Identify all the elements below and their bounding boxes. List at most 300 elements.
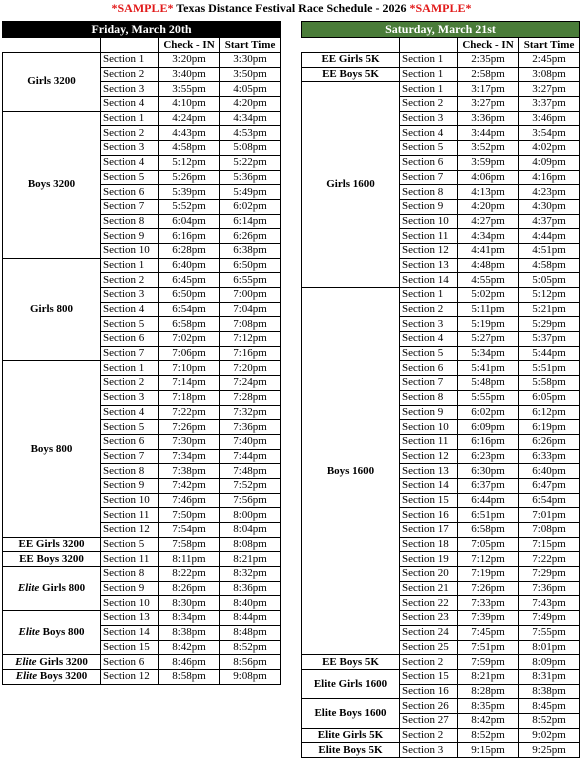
table-row <box>302 288 580 303</box>
section-cell: Section 1 <box>400 67 458 82</box>
start-time: 7:20pm <box>220 361 281 376</box>
event-name <box>302 288 400 655</box>
table-row <box>302 669 580 684</box>
section-cell: Section 12 <box>400 449 458 464</box>
check-in-time: 5:27pm <box>458 332 519 347</box>
check-in-time: 3:17pm <box>458 82 519 97</box>
check-in-time: 7:59pm <box>458 655 519 670</box>
section-cell: Section 10 <box>400 420 458 435</box>
day-header: Friday, March 20th <box>3 22 281 38</box>
check-in-time: 7:26pm <box>159 420 220 435</box>
start-time: 4:16pm <box>519 170 580 185</box>
event-name <box>3 111 101 258</box>
table-row <box>3 567 281 582</box>
check-in-time: 7:02pm <box>159 332 220 347</box>
section-cell: Section 17 <box>400 523 458 538</box>
start-time: 8:48pm <box>220 625 281 640</box>
start-time: 6:33pm <box>519 449 580 464</box>
check-in-time: 4:58pm <box>159 141 220 156</box>
elite-label: Elite <box>15 670 38 683</box>
start-time: 7:15pm <box>519 537 580 552</box>
section-cell: Section 19 <box>400 552 458 567</box>
table-row <box>302 82 580 97</box>
check-in-time: 8:28pm <box>458 684 519 699</box>
start-time: 7:36pm <box>519 581 580 596</box>
start-time: 7:43pm <box>519 596 580 611</box>
check-in-time: 6:04pm <box>159 214 220 229</box>
check-in-time: 8:35pm <box>458 699 519 714</box>
section-cell: Section 5 <box>101 317 159 332</box>
check-in-time: 4:41pm <box>458 243 519 258</box>
start-time: 6:40pm <box>519 464 580 479</box>
check-in-time: 4:06pm <box>458 170 519 185</box>
section-cell: Section 7 <box>101 199 159 214</box>
check-in-time: 5:11pm <box>458 302 519 317</box>
section-cell: Section 16 <box>400 684 458 699</box>
start-time: 6:05pm <box>519 390 580 405</box>
start-time: 8:56pm <box>220 655 281 670</box>
event-name-text: EE Boys 5K <box>322 655 379 668</box>
start-time: 6:26pm <box>220 229 281 244</box>
check-in-time: 5:41pm <box>458 361 519 376</box>
event-name-text: EE Girls 3200 <box>18 538 85 551</box>
section-cell: Section 8 <box>101 567 159 582</box>
check-in-time: 8:34pm <box>159 611 220 626</box>
check-in-time: 3:52pm <box>458 141 519 156</box>
check-in-time: 3:55pm <box>159 82 220 97</box>
start-time: 9:08pm <box>220 669 281 684</box>
check-in-time: 7:39pm <box>458 611 519 626</box>
check-in-time: 8:46pm <box>159 655 220 670</box>
section-cell: Section 22 <box>400 596 458 611</box>
section-cell: Section 5 <box>101 170 159 185</box>
event-name <box>302 655 400 670</box>
section-cell: Section 11 <box>400 434 458 449</box>
start-time: 4:09pm <box>519 155 580 170</box>
event-name-text: Boys 800 <box>39 626 85 639</box>
check-in-time: 5:19pm <box>458 317 519 332</box>
check-in-time: 6:58pm <box>159 317 220 332</box>
table-row <box>302 53 580 68</box>
table-row <box>302 655 580 670</box>
start-time: 6:26pm <box>519 434 580 449</box>
start-time: 4:23pm <box>519 185 580 200</box>
start-time: 3:30pm <box>220 53 281 68</box>
section-cell: Section 23 <box>400 611 458 626</box>
section-cell: Section 4 <box>101 405 159 420</box>
section-cell: Section 13 <box>400 258 458 273</box>
section-cell: Section 2 <box>101 376 159 391</box>
section-cell: Section 11 <box>101 552 159 567</box>
start-time: 6:02pm <box>220 199 281 214</box>
check-in-time: 8:52pm <box>458 728 519 743</box>
start-time: 5:05pm <box>519 273 580 288</box>
start-time: 4:30pm <box>519 199 580 214</box>
section-cell: Section 10 <box>101 493 159 508</box>
table-row <box>3 537 281 552</box>
check-in-time: 8:30pm <box>159 596 220 611</box>
check-in-time: 7:06pm <box>159 346 220 361</box>
start-time: 8:31pm <box>519 669 580 684</box>
start-time: 6:12pm <box>519 405 580 420</box>
section-cell: Section 12 <box>400 243 458 258</box>
check-in-time: 6:16pm <box>159 229 220 244</box>
start-time: 8:44pm <box>220 611 281 626</box>
check-in-time: 9:15pm <box>458 743 519 758</box>
table-row <box>3 258 281 273</box>
start-time: 7:28pm <box>220 390 281 405</box>
section-cell: Section 24 <box>400 625 458 640</box>
section-cell: Section 14 <box>400 478 458 493</box>
event-name-text: Boys 800 <box>30 442 73 455</box>
section-cell: Section 6 <box>101 185 159 200</box>
check-in-time: 3:44pm <box>458 126 519 141</box>
check-in-time: 6:54pm <box>159 302 220 317</box>
check-in-time: 3:59pm <box>458 155 519 170</box>
section-cell: Section 1 <box>101 53 159 68</box>
check-in-time: 7:51pm <box>458 640 519 655</box>
start-time: 8:08pm <box>220 537 281 552</box>
check-in-time: 6:23pm <box>458 449 519 464</box>
start-time: 7:16pm <box>220 346 281 361</box>
section-cell: Section 15 <box>400 493 458 508</box>
start-time: 7:55pm <box>519 625 580 640</box>
start-time: 8:09pm <box>519 655 580 670</box>
event-name-text: Boys 1600 <box>326 464 375 477</box>
section-cell: Section 5 <box>400 141 458 156</box>
section-cell: Section 9 <box>400 405 458 420</box>
event-name <box>302 67 400 82</box>
check-in-time: 2:35pm <box>458 53 519 68</box>
start-time: 7:24pm <box>220 376 281 391</box>
section-cell: Section 6 <box>101 655 159 670</box>
check-in-time: 8:21pm <box>458 669 519 684</box>
section-cell: Section 3 <box>400 743 458 758</box>
start-time: 5:36pm <box>220 170 281 185</box>
check-in-time: 7:42pm <box>159 478 220 493</box>
start-time: 5:08pm <box>220 141 281 156</box>
event-name-text: Girls 800 <box>29 303 74 316</box>
table-row <box>3 655 281 670</box>
section-cell: Section 9 <box>101 229 159 244</box>
section-cell: Section 4 <box>400 332 458 347</box>
check-in-time: 3:20pm <box>159 53 220 68</box>
check-in-time: 5:26pm <box>159 170 220 185</box>
check-in-time: 8:11pm <box>159 552 220 567</box>
section-cell: Section 5 <box>101 420 159 435</box>
section-cell: Section 18 <box>400 537 458 552</box>
start-time: 5:37pm <box>519 332 580 347</box>
start-time: 8:52pm <box>519 713 580 728</box>
table-row <box>302 699 580 714</box>
check-in-time: 4:24pm <box>159 111 220 126</box>
section-cell: Section 20 <box>400 567 458 582</box>
start-time: 3:46pm <box>519 111 580 126</box>
title-text: Texas Distance Festival Race Schedule - 2026 <box>173 1 410 15</box>
check-in-time: 6:40pm <box>159 258 220 273</box>
check-in-time: 8:38pm <box>159 625 220 640</box>
section-cell: Section 7 <box>400 170 458 185</box>
event-name <box>3 361 101 537</box>
check-in-time: 7:22pm <box>159 405 220 420</box>
section-cell: Section 11 <box>400 229 458 244</box>
start-time: 3:08pm <box>519 67 580 82</box>
check-in-time: 4:48pm <box>458 258 519 273</box>
check-in-time: 6:51pm <box>458 508 519 523</box>
check-in-time: 7:38pm <box>159 464 220 479</box>
table-row <box>3 669 281 684</box>
start-time: 7:04pm <box>220 302 281 317</box>
friday-schedule-table <box>2 21 281 685</box>
check-in-time: 5:52pm <box>159 199 220 214</box>
section-cell: Section 3 <box>101 82 159 97</box>
table-row <box>3 111 281 126</box>
check-in-time: 6:58pm <box>458 523 519 538</box>
blank-header-cell <box>3 38 101 53</box>
section-cell: Section 3 <box>101 390 159 405</box>
check-in-time: 8:26pm <box>159 581 220 596</box>
check-in-time: 7:45pm <box>458 625 519 640</box>
event-name <box>3 655 101 670</box>
start-time: 3:54pm <box>519 126 580 141</box>
section-cell: Section 6 <box>101 332 159 347</box>
start-time: 8:04pm <box>220 523 281 538</box>
start-time: 4:02pm <box>519 141 580 156</box>
section-cell: Section 6 <box>400 155 458 170</box>
check-in-time: 7:12pm <box>458 552 519 567</box>
start-time: 3:27pm <box>519 82 580 97</box>
table-row <box>3 53 281 68</box>
section-cell: Section 7 <box>101 346 159 361</box>
check-in-time: 6:45pm <box>159 273 220 288</box>
section-cell: Section 3 <box>101 141 159 156</box>
sample-mark-right: *SAMPLE* <box>409 1 472 15</box>
check-in-time: 8:22pm <box>159 567 220 582</box>
check-in-time: 4:55pm <box>458 273 519 288</box>
start-time: 5:21pm <box>519 302 580 317</box>
event-name <box>3 567 101 611</box>
check-in-time: 6:37pm <box>458 478 519 493</box>
start-time: 8:01pm <box>519 640 580 655</box>
event-name-text: Girls 1600 <box>326 178 375 191</box>
section-cell: Section 13 <box>400 464 458 479</box>
section-cell: Section 9 <box>400 199 458 214</box>
start-time: 7:52pm <box>220 478 281 493</box>
check-in-time: 7:18pm <box>159 390 220 405</box>
start-time: 4:37pm <box>519 214 580 229</box>
day-header: Saturday, March 21st <box>302 22 580 38</box>
check-in-time: 5:55pm <box>458 390 519 405</box>
start-time-header: Start Time <box>519 38 580 53</box>
start-time: 8:45pm <box>519 699 580 714</box>
event-name <box>3 537 101 552</box>
section-cell: Section 1 <box>400 288 458 303</box>
start-time: 4:53pm <box>220 126 281 141</box>
check-in-time: 5:34pm <box>458 346 519 361</box>
start-time: 9:02pm <box>519 728 580 743</box>
event-name-text: Elite Boys 1600 <box>314 706 387 719</box>
start-time: 7:08pm <box>519 523 580 538</box>
section-cell: Section 16 <box>400 508 458 523</box>
section-cell: Section 8 <box>101 214 159 229</box>
section-cell: Section 5 <box>400 346 458 361</box>
start-time: 7:40pm <box>220 434 281 449</box>
start-time: 4:34pm <box>220 111 281 126</box>
section-cell: Section 3 <box>400 111 458 126</box>
section-cell: Section 2 <box>400 655 458 670</box>
section-cell: Section 2 <box>400 728 458 743</box>
section-cell: Section 7 <box>400 376 458 391</box>
page-title <box>0 1 583 15</box>
event-name <box>302 743 400 758</box>
start-time: 6:38pm <box>220 243 281 258</box>
elite-label: Elite <box>17 582 40 595</box>
blank-header-cell <box>101 38 159 53</box>
check-in-time: 7:54pm <box>159 523 220 538</box>
section-cell: Section 21 <box>400 581 458 596</box>
check-in-time: 6:02pm <box>458 405 519 420</box>
column-header-row <box>302 38 580 53</box>
table-row <box>302 743 580 758</box>
section-cell: Section 26 <box>400 699 458 714</box>
section-cell: Section 25 <box>400 640 458 655</box>
check-in-time: 7:26pm <box>458 581 519 596</box>
section-cell: Section 3 <box>400 317 458 332</box>
table-row <box>302 728 580 743</box>
table-row <box>3 361 281 376</box>
section-cell: Section 14 <box>101 625 159 640</box>
table-row <box>3 611 281 626</box>
event-name-text: Boys 3200 <box>27 178 76 191</box>
blank-header-cell <box>400 38 458 53</box>
section-cell: Section 4 <box>101 302 159 317</box>
check-in-time: 7:33pm <box>458 596 519 611</box>
section-cell: Section 15 <box>400 669 458 684</box>
check-in-time: 2:58pm <box>458 67 519 82</box>
check-in-time: 6:50pm <box>159 288 220 303</box>
start-time: 6:19pm <box>519 420 580 435</box>
section-cell: Section 2 <box>400 302 458 317</box>
section-cell: Section 10 <box>101 243 159 258</box>
section-cell: Section 9 <box>101 478 159 493</box>
start-time: 8:36pm <box>220 581 281 596</box>
start-time: 4:51pm <box>519 243 580 258</box>
section-cell: Section 11 <box>101 508 159 523</box>
check-in-time: 3:27pm <box>458 97 519 112</box>
event-name-text: Boys 3200 <box>37 670 88 683</box>
start-time: 4:44pm <box>519 229 580 244</box>
start-time: 4:58pm <box>519 258 580 273</box>
check-in-time: 8:42pm <box>458 713 519 728</box>
check-in-time: 5:39pm <box>159 185 220 200</box>
section-cell: Section 4 <box>400 126 458 141</box>
event-name-text: Girls 3200 <box>27 75 76 88</box>
check-in-time: 6:09pm <box>458 420 519 435</box>
start-time: 9:25pm <box>519 743 580 758</box>
event-name <box>3 552 101 567</box>
start-time: 4:05pm <box>220 82 281 97</box>
day-header-row <box>302 22 580 38</box>
section-cell: Section 2 <box>101 273 159 288</box>
check-in-time: 7:05pm <box>458 537 519 552</box>
start-time: 5:44pm <box>519 346 580 361</box>
section-cell: Section 4 <box>101 155 159 170</box>
section-cell: Section 8 <box>101 464 159 479</box>
check-in-time: 4:27pm <box>458 214 519 229</box>
start-time: 7:08pm <box>220 317 281 332</box>
check-in-time: 7:58pm <box>159 537 220 552</box>
day-header-row <box>3 22 281 38</box>
event-name <box>3 611 101 655</box>
section-cell: Section 1 <box>400 82 458 97</box>
start-time: 6:47pm <box>519 478 580 493</box>
elite-label: Elite <box>18 626 40 639</box>
sample-mark-left: *SAMPLE* <box>111 1 174 15</box>
section-cell: Section 8 <box>400 390 458 405</box>
event-name-text: Elite Girls 5K <box>317 728 384 741</box>
check-in-time: 5:12pm <box>159 155 220 170</box>
start-time: 8:32pm <box>220 567 281 582</box>
start-time: 7:01pm <box>519 508 580 523</box>
check-in-time: 8:58pm <box>159 669 220 684</box>
event-name <box>302 53 400 68</box>
section-cell: Section 3 <box>101 288 159 303</box>
section-cell: Section 12 <box>101 523 159 538</box>
saturday-schedule-table <box>301 21 580 758</box>
start-time: 7:48pm <box>220 464 281 479</box>
start-time: 7:44pm <box>220 449 281 464</box>
check-in-time: 6:44pm <box>458 493 519 508</box>
start-time: 5:58pm <box>519 376 580 391</box>
check-in-time: 7:50pm <box>159 508 220 523</box>
section-cell: Section 1 <box>101 361 159 376</box>
start-time: 7:32pm <box>220 405 281 420</box>
section-cell: Section 1 <box>101 111 159 126</box>
start-time-header: Start Time <box>220 38 281 53</box>
event-name <box>302 699 400 728</box>
check-in-time: 3:36pm <box>458 111 519 126</box>
section-cell: Section 1 <box>400 53 458 68</box>
check-in-time: 4:20pm <box>458 199 519 214</box>
start-time: 8:40pm <box>220 596 281 611</box>
check-in-time: 6:28pm <box>159 243 220 258</box>
event-name <box>3 53 101 112</box>
section-cell: Section 7 <box>101 449 159 464</box>
event-name <box>302 82 400 288</box>
check-in-time: 7:10pm <box>159 361 220 376</box>
check-in-time: 6:30pm <box>458 464 519 479</box>
table-row <box>302 67 580 82</box>
event-name-text: EE Boys 5K <box>322 68 379 81</box>
check-in-time: 4:43pm <box>159 126 220 141</box>
event-name <box>302 669 400 698</box>
elite-label: Elite <box>15 655 37 668</box>
section-cell: Section 10 <box>101 596 159 611</box>
section-cell: Section 10 <box>400 214 458 229</box>
section-cell: Section 8 <box>400 185 458 200</box>
check-in-time: 7:34pm <box>159 449 220 464</box>
section-cell: Section 9 <box>101 581 159 596</box>
section-cell: Section 1 <box>101 258 159 273</box>
section-cell: Section 6 <box>101 434 159 449</box>
check-in-time: 7:30pm <box>159 434 220 449</box>
section-cell: Section 12 <box>101 669 159 684</box>
event-name-text: EE Boys 3200 <box>19 552 84 565</box>
start-time: 4:20pm <box>220 97 281 112</box>
start-time: 7:36pm <box>220 420 281 435</box>
check-in-time: 5:02pm <box>458 288 519 303</box>
check-in-time: 4:10pm <box>159 97 220 112</box>
